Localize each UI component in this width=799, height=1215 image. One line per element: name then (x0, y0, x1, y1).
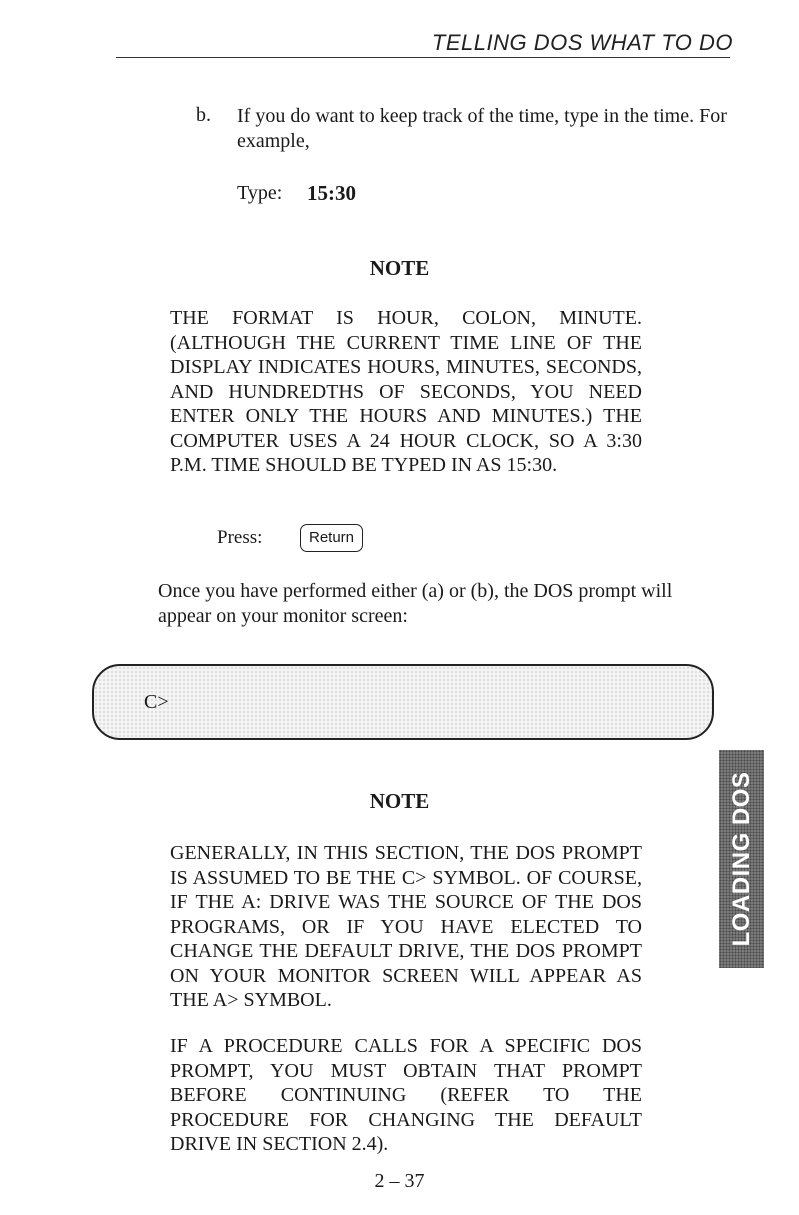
monitor-screen-illustration (92, 664, 714, 740)
note-body: THE FORMAT IS HOUR, COLON, MINUTE. (ALTHOUGH THE CURRENT TIME LINE OF THE DISPLAY INDICATES HOURS, MINUTES, SECONDS, AND HUNDREDTHS OF SECONDS, YOU NEED ENTER ONLY THE HOURS AND MINUTES.) THE COMPUTER USES A 24 HOUR CLOCK, SO A 3:30 P.M. TIME SHOULD BE TYPED IN AS 15:30. (170, 307, 642, 476)
note-body: IF A PROCEDURE CALLS FOR A SPECIFIC DOS PROMPT, YOU MUST OBTAIN THAT PROMPT BEFORE CONTINUING (REFER TO THE PROCEDURE FOR CHANGING THE DEFAULT DRIVE IN SECTION 2.4). (170, 1035, 642, 1155)
step-marker: b. (196, 104, 211, 126)
note-heading: NOTE (369, 256, 430, 280)
section-tab (719, 750, 764, 968)
press-label: Press: (217, 527, 263, 548)
note-body: GENERALLY, IN THIS SECTION, THE DOS PROMPT IS ASSUMED TO BE THE C> SYMBOL. OF COURSE, IF THE A: DRIVE WAS THE SOURCE OF THE DOS PROGRAMS, OR IF YOU HAVE ELECTED TO CHANGE THE DEFAULT DRIVE, THE DOS PROMPT ON YOUR MONITOR SCREEN WILL APPEAR AS THE A> SYMBOL. (170, 842, 642, 1011)
page-number: 2 – 37 (374, 1170, 425, 1192)
type-value: 15:30 (307, 181, 356, 205)
after-text: Once you have performed either (a) or (b), the DOS prompt will appear on your monitor screen: (158, 580, 673, 627)
dos-prompt: C> (144, 691, 169, 713)
section-tab-label: LOADING DOS (727, 771, 755, 947)
step-b-text: If you do want to keep track of the time, type in the time. For example, (237, 105, 727, 152)
type-label: Type: (237, 182, 283, 204)
note-heading: NOTE (369, 789, 430, 813)
header-rule (116, 57, 730, 58)
page-header-title: TELLING DOS WHAT TO DO (431, 30, 733, 55)
return-key-icon: Return (300, 524, 363, 552)
